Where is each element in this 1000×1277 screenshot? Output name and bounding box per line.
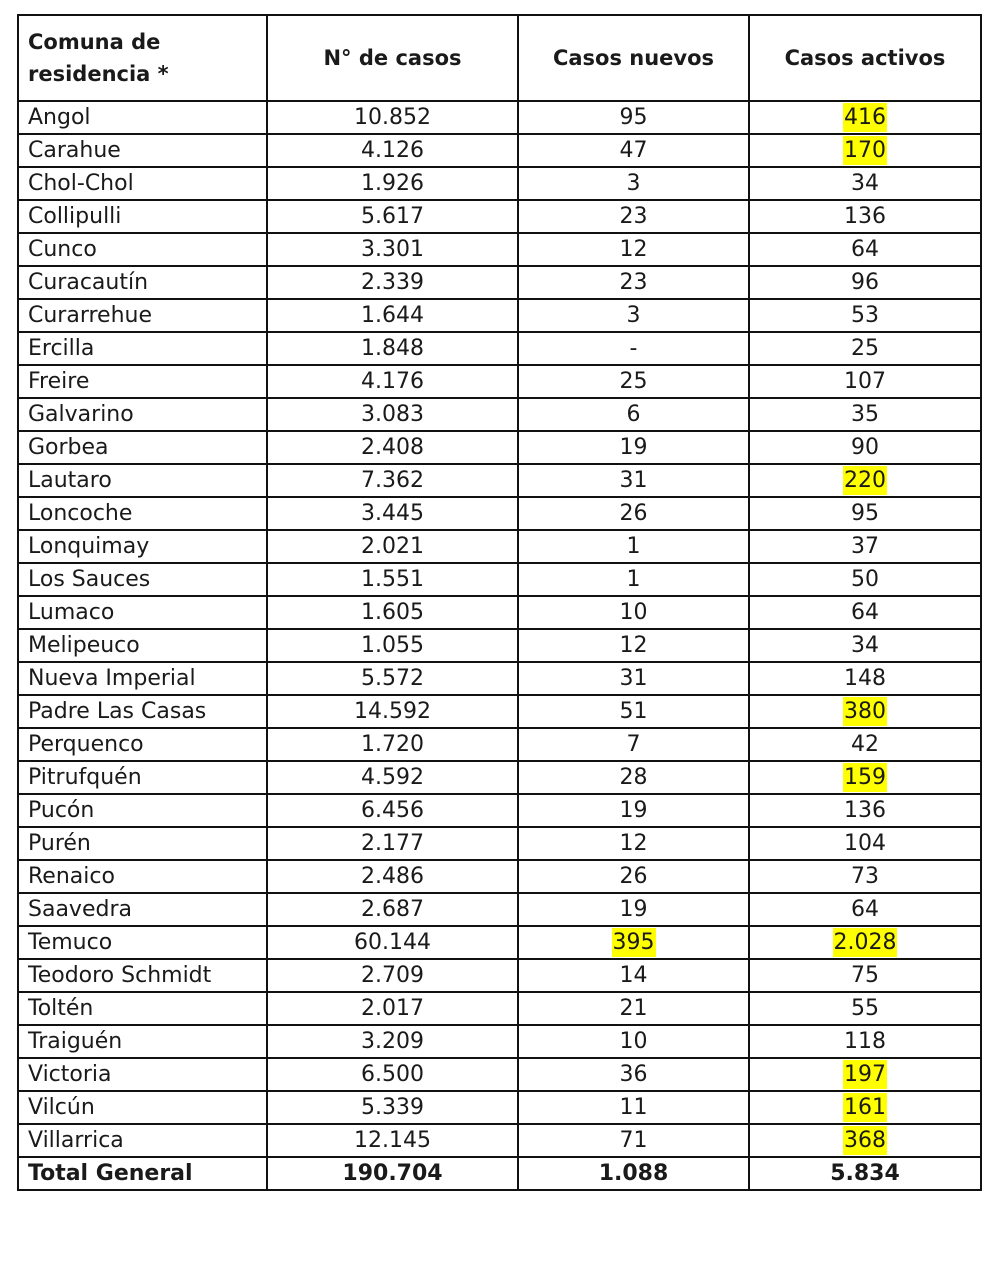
highlighted-value: 220 [844,467,886,493]
cell-casos: 6.500 [267,1058,518,1091]
cell-casos-activos [749,1058,981,1091]
cell-casos-activos: 55 [749,992,981,1025]
cell-casos-activos: 104 [749,827,981,860]
cell-casos-activos: 75 [749,959,981,992]
cell-casos: 2.177 [267,827,518,860]
cell-casos-nuevos: 36 [518,1058,749,1091]
cell-casos-activos [749,761,981,794]
cell-casos-activos: 95 [749,497,981,530]
cases-table-container [17,14,980,1191]
table-row [18,794,981,827]
table-row [18,398,981,431]
table-row [18,860,981,893]
cell-comuna: Carahue [18,134,267,167]
cell-casos-nuevos: 26 [518,860,749,893]
cell-comuna: Angol [18,101,267,134]
cell-casos-activos: 96 [749,266,981,299]
cell-casos: 3.445 [267,497,518,530]
total-row [18,1157,981,1190]
table-row [18,563,981,596]
cell-comuna: Toltén [18,992,267,1025]
table-row [18,1124,981,1157]
cell-comuna: Cunco [18,233,267,266]
cell-casos: 60.144 [267,926,518,959]
table-row [18,134,981,167]
table-row [18,1025,981,1058]
cell-casos-activos [749,926,981,959]
cell-casos-nuevos: 12 [518,233,749,266]
cell-casos-nuevos: 11 [518,1091,749,1124]
cell-casos-activos: 64 [749,596,981,629]
cell-casos-nuevos: 3 [518,167,749,200]
cell-comuna: Pucón [18,794,267,827]
cell-casos-activos: 64 [749,893,981,926]
cell-casos: 3.209 [267,1025,518,1058]
cell-casos-activos: 90 [749,431,981,464]
cell-casos-activos [749,1124,981,1157]
cell-comuna: Los Sauces [18,563,267,596]
table-row [18,101,981,134]
highlighted-value: 395 [612,929,655,955]
cell-casos-activos: 107 [749,365,981,398]
cell-casos-nuevos: 26 [518,497,749,530]
cell-casos-activos: 148 [749,662,981,695]
highlighted-value: 416 [844,104,886,130]
cell-comuna: Lautaro [18,464,267,497]
table-row [18,761,981,794]
cell-casos-nuevos: 12 [518,629,749,662]
total-label: Total General [18,1157,267,1190]
cell-comuna: Renaico [18,860,267,893]
cell-casos-nuevos: 71 [518,1124,749,1157]
cell-casos-nuevos: 3 [518,299,749,332]
table-row [18,200,981,233]
cell-casos-activos: 50 [749,563,981,596]
cell-casos-nuevos: 95 [518,101,749,134]
table-row [18,992,981,1025]
cell-casos-nuevos: 19 [518,794,749,827]
cell-casos-nuevos: 25 [518,365,749,398]
cell-casos-nuevos: 31 [518,662,749,695]
table-body [18,101,981,1190]
cell-casos-nuevos: 31 [518,464,749,497]
cell-comuna: Lonquimay [18,530,267,563]
cell-comuna: Villarrica [18,1124,267,1157]
cell-casos-nuevos: 12 [518,827,749,860]
table-row [18,1058,981,1091]
cell-casos: 2.709 [267,959,518,992]
cell-comuna: Melipeuco [18,629,267,662]
cell-casos-activos [749,101,981,134]
cell-casos-nuevos: 21 [518,992,749,1025]
cell-comuna: Lumaco [18,596,267,629]
cell-casos-nuevos: 23 [518,200,749,233]
cell-casos: 2.687 [267,893,518,926]
cell-casos-activos: 53 [749,299,981,332]
cell-comuna: Padre Las Casas [18,695,267,728]
cell-comuna: Curacautín [18,266,267,299]
cell-comuna: Temuco [18,926,267,959]
cell-casos-activos: 136 [749,200,981,233]
table-row [18,662,981,695]
total-casos: 190.704 [267,1157,518,1190]
header-row [18,15,981,101]
cell-comuna: Galvarino [18,398,267,431]
highlighted-value: 368 [844,1127,886,1153]
table-row [18,827,981,860]
cell-comuna: Pitrufquén [18,761,267,794]
table-row [18,167,981,200]
table-row [18,431,981,464]
total-casos-nuevos: 1.088 [518,1157,749,1190]
table-row [18,926,981,959]
cell-casos: 1.055 [267,629,518,662]
cell-casos-nuevos: 7 [518,728,749,761]
cell-casos: 6.456 [267,794,518,827]
cell-casos-activos: 37 [749,530,981,563]
table-row [18,299,981,332]
table-row [18,893,981,926]
cell-casos-nuevos: 1 [518,530,749,563]
cell-casos: 1.551 [267,563,518,596]
cell-casos: 14.592 [267,695,518,728]
cell-casos: 3.083 [267,398,518,431]
cell-comuna: Perquenco [18,728,267,761]
cell-casos-activos: 34 [749,167,981,200]
cell-comuna: Nueva Imperial [18,662,267,695]
header-casos-activos: Casos activos [749,15,981,101]
cell-casos-nuevos: 19 [518,893,749,926]
cell-casos-activos: 25 [749,332,981,365]
cell-casos-nuevos: 10 [518,1025,749,1058]
cell-casos: 4.176 [267,365,518,398]
cell-comuna: Victoria [18,1058,267,1091]
cell-casos-activos [749,1091,981,1124]
table-row [18,728,981,761]
cell-casos: 10.852 [267,101,518,134]
cell-casos: 5.572 [267,662,518,695]
highlighted-value: 380 [844,698,886,724]
highlighted-value: 170 [844,137,886,163]
header-comuna: Comuna de residencia * [18,15,267,101]
cell-casos-nuevos: 1 [518,563,749,596]
cell-casos-activos [749,134,981,167]
table-row [18,629,981,662]
header-casos: N° de casos [267,15,518,101]
table-row [18,695,981,728]
table-header [18,15,981,101]
cell-casos-activos [749,695,981,728]
cell-casos: 2.339 [267,266,518,299]
cell-comuna: Gorbea [18,431,267,464]
cell-casos: 3.301 [267,233,518,266]
cell-comuna: Vilcún [18,1091,267,1124]
table-row [18,596,981,629]
cell-casos-nuevos: 6 [518,398,749,431]
table-row [18,530,981,563]
cell-casos-activos: 35 [749,398,981,431]
cell-casos: 5.339 [267,1091,518,1124]
cell-casos-activos: 64 [749,233,981,266]
cell-casos-activos: 136 [749,794,981,827]
cell-casos-nuevos: 47 [518,134,749,167]
cell-casos-nuevos: 51 [518,695,749,728]
highlighted-value: 197 [844,1061,886,1087]
cell-casos: 5.617 [267,200,518,233]
cell-comuna: Curarrehue [18,299,267,332]
highlighted-value: 161 [844,1094,886,1120]
cell-casos: 1.605 [267,596,518,629]
cell-comuna: Saavedra [18,893,267,926]
covid-cases-by-comuna-table [17,14,982,1191]
header-casos-nuevos: Casos nuevos [518,15,749,101]
cell-casos: 2.017 [267,992,518,1025]
cell-casos: 1.644 [267,299,518,332]
cell-casos: 1.720 [267,728,518,761]
cell-casos-nuevos: 14 [518,959,749,992]
cell-comuna: Purén [18,827,267,860]
table-row [18,332,981,365]
cell-comuna: Collipulli [18,200,267,233]
cell-casos: 2.021 [267,530,518,563]
cell-casos-activos: 73 [749,860,981,893]
cell-comuna: Chol-Chol [18,167,267,200]
cell-casos: 4.126 [267,134,518,167]
cell-casos: 7.362 [267,464,518,497]
cell-casos-nuevos: 23 [518,266,749,299]
cell-casos-nuevos: 10 [518,596,749,629]
cell-casos-activos [749,464,981,497]
cell-casos: 1.926 [267,167,518,200]
cell-comuna: Teodoro Schmidt [18,959,267,992]
cell-casos-activos: 118 [749,1025,981,1058]
cell-comuna: Traiguén [18,1025,267,1058]
cell-casos-nuevos: 28 [518,761,749,794]
cell-casos: 2.486 [267,860,518,893]
cell-casos-nuevos: - [518,332,749,365]
cell-comuna: Freire [18,365,267,398]
cell-comuna: Ercilla [18,332,267,365]
cell-casos: 1.848 [267,332,518,365]
highlighted-value: 2.028 [833,929,897,955]
table-row [18,266,981,299]
table-row [18,464,981,497]
cell-casos: 4.592 [267,761,518,794]
cell-casos: 2.408 [267,431,518,464]
cell-casos-activos: 34 [749,629,981,662]
table-row [18,959,981,992]
cell-casos-activos: 42 [749,728,981,761]
highlighted-value: 159 [844,764,886,790]
cell-casos: 12.145 [267,1124,518,1157]
cell-casos-nuevos [518,926,749,959]
table-row [18,365,981,398]
cell-casos-nuevos: 19 [518,431,749,464]
table-row [18,497,981,530]
table-row [18,1091,981,1124]
table-row [18,233,981,266]
total-casos-activos: 5.834 [749,1157,981,1190]
cell-comuna: Loncoche [18,497,267,530]
